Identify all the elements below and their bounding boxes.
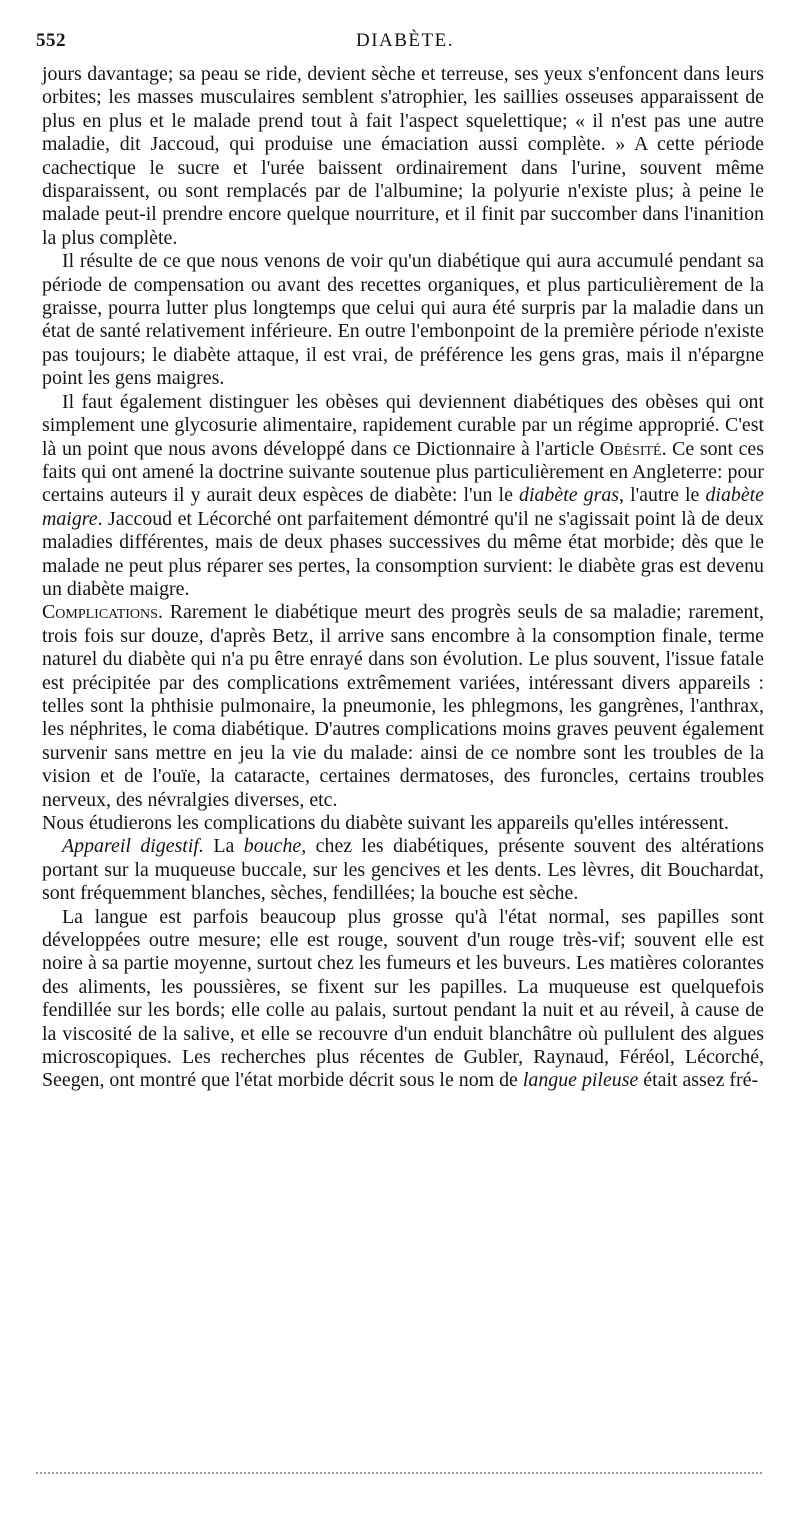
paragraph-text: jours davantage; sa peau se ride, devient sèche et terreuse, ses yeux s'enfoncent dans leurs orbites; les masses musculaires semblent s'atrophier, les saillies osseuses apparaissent de plus en plus et le malade prend tout à fait l'aspect squelettique; « il n'est pas une autre maladie, dit Jaccoud, qui produise une émaciation aussi complète. » A cette période cachectique le sucre et l'urée baissent ordinairement dans l'urine, souvent même disparaissent, ou sont remplacés par de l'albumine; la polyurie n'existe plus; à peine le malade peut-il prendre encore quelque nourriture, et il finit par succomber dans l'inanition la plus complète. xyxy=(42,63,764,249)
article-reference-obesite: Obésité xyxy=(599,437,662,460)
term-diabete-gras: diabète gras xyxy=(519,484,620,507)
paragraph-langue xyxy=(42,906,764,1093)
paragraph-text: , chez les diabétiques, présente souvent des altérations portant sur la muqueuse buccale, sur les gencives et les dents. Les lèvres, dit Bouchardat, sont fréquemment blanches, sèches, fendillées; la bouche est sèche. xyxy=(42,835,764,905)
paragraph-intro-appareils xyxy=(42,812,764,835)
running-title: DIABÈTE. xyxy=(355,30,454,51)
paragraph-text: . Rarement le diabétique meurt des progrès seuls de sa maladie; rarement, trois fois sur douze, d'après Betz, il arrive sans encombre à la consomption finale, terme naturel du diabète qui n'a pu être enrayé dans son évolution. Le plus souvent, l'issue fatale est précipitée par des complications extrêmement variées, intéressant divers appareils : telles sont la phthisie pulmonaire, la pneumonie, les phlegmons, les gangrènes, l'anthrax, les néphrites, le coma diabétique. D'autres complications moins graves peuvent également survenir sans mettre en jeu la vie du malade: ainsi de ce nombre sont les troubles de la vision et de l'ouïe, la cataracte, certaines dermatoses, des furoncles, certains troubles nerveux, des névralgies diverses, etc. xyxy=(42,601,764,811)
paragraph-cachexia xyxy=(42,63,764,250)
subsection-heading-appareil-digestif: Appareil digestif. xyxy=(62,835,204,858)
term-langue-pileuse: langue pileuse xyxy=(522,1069,639,1092)
paragraph-text: Il faut également distinguer les obèses qui deviennent diabétiques des obèses qui ont simplement une glycosurie alimentaire, rapidement curable par un régime approprié. C'est là un point que nous avons développé dans ce Dictionnaire à l'article xyxy=(42,390,764,460)
paragraph-obesity xyxy=(42,391,764,602)
paragraph-text: . Jaccoud et Lécorché ont parfaitement démontré qu'il ne s'agissait point là de deux maladies différentes, mais de deux phases successives du même état morbide; dès que le malade ne peut plus réparer ses pertes, la consomption survient: le diabète gras est devenu un diabète maigre. xyxy=(42,507,764,600)
footer-dotted-rule xyxy=(36,1472,762,1474)
paragraph-text: , l'autre le xyxy=(619,484,706,507)
paragraph-appareil-digestif xyxy=(42,835,764,905)
paragraph-text: La langue est parfois beaucoup plus grosse qu'à l'état normal, ses papilles sont développées outre mesure; elle est rouge, souvent d'un rouge très-vif; souvent elle est noire à sa partie moyenne, surtout chez les fumeurs et les buveurs. Les matières colorantes des aliments, les poussières, se fixent sur les papilles. La muqueuse est quelquefois fendillée sur les bords; elle colle au palais, surtout pendant la nuit et au réveil, à cause de la viscosité de la salive, et elle se recouvre d'un enduit blanchâtre où pullulent des algues microscopiques. Les recherches plus récentes de Gubler, Raynaud, Féréol, Lécorché, Seegen, ont montré que l'état morbide décrit sous le nom de xyxy=(42,905,764,1092)
paragraph-text: La xyxy=(203,835,244,858)
paragraph-text: Il résulte de ce que nous venons de voir qu'un diabétique qui aura accumulé pendant sa période de compensation ou avant des recettes organiques, et plus particulièrement de la graisse, pourra lutter plus longtemps que celui qui aura été surpris par la maladie dans un état de santé relativement inférieure. En outre l'embonpoint de la première période n'existe pas toujours; le diabète attaque, il est vrai, de préférence les gens gras, mais il n'épargne point les gens maigres. xyxy=(42,250,764,390)
page-header xyxy=(36,30,774,58)
term-bouche: bouche xyxy=(243,835,302,858)
page-number: 552 xyxy=(36,30,66,51)
paragraph-text: . Ce sont ces faits qui ont amené la doctrine suivante soutenue plus particulièrement en Angleterre: pour certains auteurs il y aurait deux espèces de diabète: l'un le xyxy=(42,437,764,507)
section-heading-complications: Complications xyxy=(42,601,158,624)
paragraph-complications xyxy=(42,601,764,812)
paragraph-text: était assez fré- xyxy=(638,1069,759,1092)
paragraph-text: Nous étudierons les complications du diabète suivant les appareils qu'elles intéressent. xyxy=(42,812,729,834)
paragraph-compensation xyxy=(42,250,764,390)
body-text xyxy=(42,63,764,1093)
term-diabete-maigre: diabète maigre xyxy=(42,484,765,530)
